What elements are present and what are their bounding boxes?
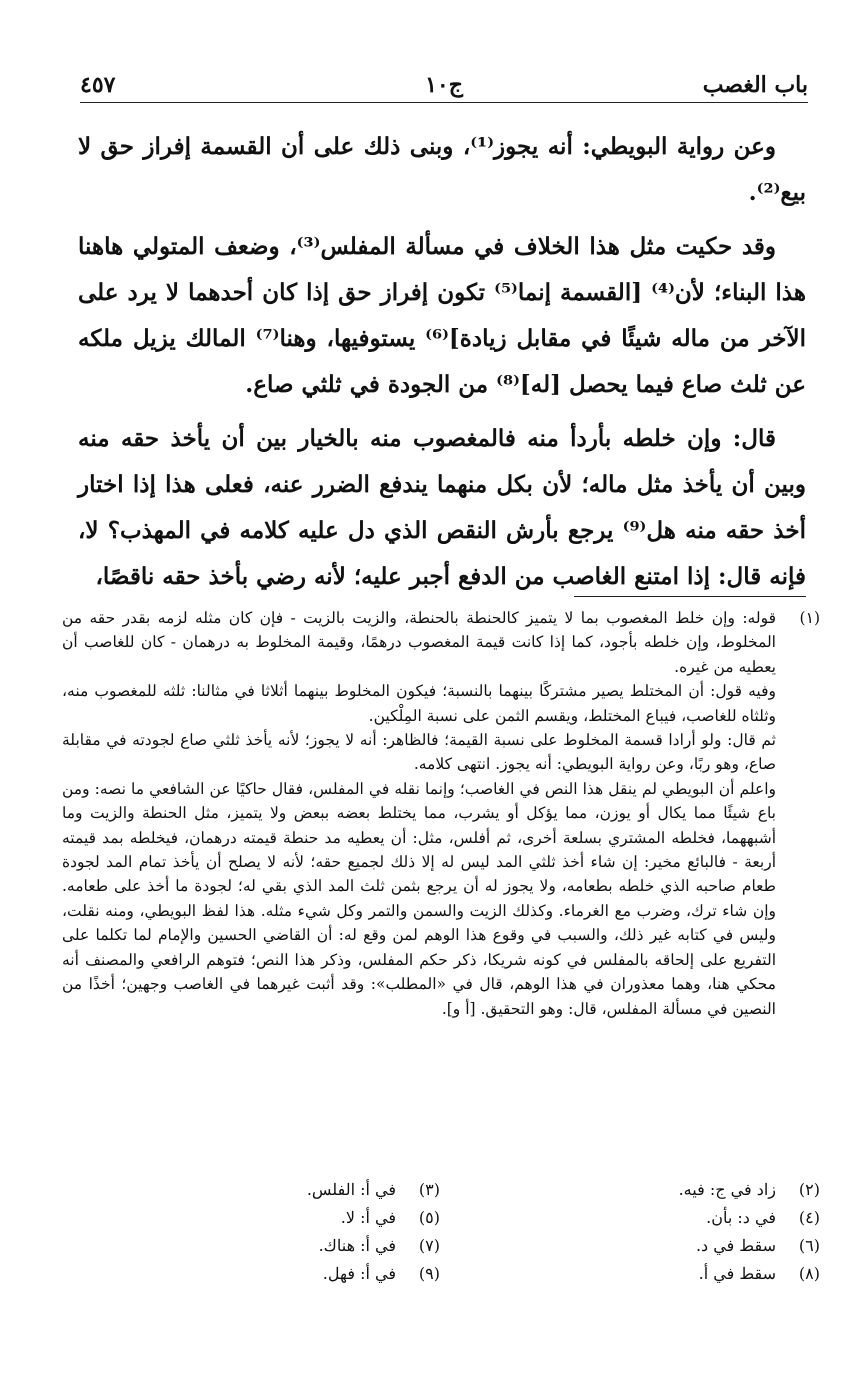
footnotes bbox=[62, 606, 820, 1021]
footnote-separator bbox=[574, 596, 806, 597]
footnote-item bbox=[60, 1176, 440, 1204]
footnote-number: (٢) bbox=[798, 1180, 820, 1199]
footnote-paragraph: واعلم أن البويطي لم ينقل هذا النص في الغاصب؛ وإنما نقله في المفلس، فقال حاكيًا عن الشافعي ما نصه: ومن باع شيئًا مما يكال أو يوزن، مما يؤكل أو يشرب، مما يختلط بعضه ببعض ولا يتميز، مثل الحنطة والزيت وما أشبههما، فخلطه المشتري بسلعة أخرى، ثم أفلس، مثل: أن يعطيه مد حنطة قيمته درهمان، فيخلطه بمد قيمته أربعة - فالبائع مخير: إن شاء أخذ ثلثي المد ليس له إلا ذلك لجميع حقه؛ لأنه لا يصلح أن يأخذ تمام المد لجودة طعام صاحبه الذي خلطه بطعامه، ولا يجوز له أن يرجع بثمن ثلث المد الذي بقي له؛ لجودة ما أخذ على طعامه. وإن شاء ترك، وضرب مع الغرماء. وكذلك الزيت والسمن والتمر وكل شيء مثله. هذا لفظ البويطي، ومنه نقلت، وليس في كتابه غير ذلك، والسبب في وقوع هذا الوهم لمن وقع له: أن القاضي الحسين والإمام لما تكلما على التفريع على إلحاقه بالمفلس في كونه شريكا، ذكر حكم المفلس، وذكر هذا النص؛ فتوهم الرافعي والمصنف أنه محكي هنا، وهما معذوران في هذا الوهم، قال في «المطلب»: وقد أثبت غيرهما في الغاصب وجهين؛ أخذًا من النصين في مسألة المفلس، قال: وهو التحقيق. [أ و]. bbox=[62, 779, 776, 1018]
footnote-number: (٨) bbox=[798, 1264, 820, 1283]
footnote-paragraph: قوله: وإن خلط المغصوب بما لا يتميز كالحنطة بالحنطة، والزيت بالزيت - فإن كان مثله لزمه بقدر حقه من المخلوط، وإن خلطه بأجود، كما إذا كانت قيمة المغصوب درهمًا، وقيمة المخلوط به درهمان - كان للغاصب أن يعطيه من غيره. bbox=[62, 609, 776, 676]
page-number: ٤٥٧ bbox=[80, 72, 116, 98]
footnote-number: (٧) bbox=[418, 1236, 440, 1255]
footnote-paragraph: وفيه قول: أن المختلط يصير مشتركًا بينهما بالنسبة؛ فيكون المخلوط بينهما أثلاثا في مثالنا: ثلثه للمغصوب منه، وثلثاه للغاصب، فيباع المختلط، ويقسم الثمن على نسبة المِلْكين. bbox=[62, 682, 776, 725]
main-text bbox=[78, 124, 806, 608]
main-paragraph: قال: وإن خلطه بأردأ منه فالمغصوب منه بالخيار بين أن يأخذ حقه منه وبين أن يأخذ مثل ماله؛ لأن بكل منهما يندفع الضرر عنه، فعلى هذا إذا اختار أخذ حقه منه هل⁽⁹⁾ يرجع بأرش النقص الذي دل عليه كلامه في المهذب؟ لا، فإنه قال: إذا امتنع الغاصب من الدفع أجبر عليه؛ لأنه رضي بأخذ حقه ناقصًا، bbox=[78, 425, 806, 590]
footnote-text: في أ: هناك. bbox=[318, 1236, 396, 1255]
footnote-text: سقط في أ. bbox=[698, 1264, 776, 1283]
footnote-item bbox=[440, 1232, 820, 1260]
footnote-text: في د: بأن. bbox=[706, 1208, 776, 1227]
footnote-text: في أ: لا. bbox=[340, 1208, 396, 1227]
main-paragraph: وعن رواية البويطي: أنه يجوز⁽¹⁾، وبنى ذلك على أن القسمة إفراز حق لا بيع⁽²⁾. bbox=[78, 133, 806, 206]
footnote-text: زاد في ج: فيه. bbox=[678, 1180, 776, 1199]
footnote-item bbox=[60, 1260, 440, 1288]
footnote-item bbox=[440, 1204, 820, 1232]
footnote-number: (٩) bbox=[418, 1264, 440, 1283]
footnote-number: (١) bbox=[799, 609, 820, 627]
footnote-number: (٣) bbox=[418, 1180, 440, 1199]
footnote-row bbox=[60, 1204, 820, 1232]
footnote-paragraph: ثم قال: ولو أرادا قسمة المخلوط على نسبة القيمة؛ فالظاهر: أنه لا يجوز؛ لأنه يأخذ ثلثي صاع لجودته في مقابلة صاع، وهو ربًا، وعن رواية البويطي: أنه يجوز. انتهى كلامه. bbox=[62, 731, 776, 774]
footnote-item bbox=[60, 1232, 440, 1260]
volume-label: ج١٠ bbox=[425, 72, 463, 98]
footnote-row bbox=[60, 1232, 820, 1260]
footnote-text: في أ: الفلس. bbox=[306, 1180, 396, 1199]
short-footnotes bbox=[60, 1176, 820, 1288]
footnote-number: (٥) bbox=[418, 1208, 440, 1227]
footnote-number: (٤) bbox=[798, 1208, 820, 1227]
footnote-item bbox=[60, 1204, 440, 1232]
chapter-title: باب الغصب bbox=[702, 72, 808, 98]
footnote-row bbox=[60, 1260, 820, 1288]
page-header bbox=[80, 62, 808, 103]
footnote-text: سقط في د. bbox=[695, 1236, 776, 1255]
footnote-item bbox=[440, 1260, 820, 1288]
footnote-item bbox=[440, 1176, 820, 1204]
footnote-row bbox=[60, 1176, 820, 1204]
main-paragraph: وقد حكيت مثل هذا الخلاف في مسألة المفلس⁽³⁾، وضعف المتولي هاهنا هذا البناء؛ لأن⁽⁴⁾ [القسمة إنما⁽⁵⁾ تكون إفراز حق إذا كان أحدهما لا يرد على الآخر من ماله شيئًا في مقابل زيادة]⁽⁶⁾ يستوفيها، وهنا⁽⁷⁾ المالك يزيل ملكه عن ثلث صاع فيما يحصل [له]⁽⁸⁾ من الجودة في ثلثي صاع. bbox=[78, 233, 806, 398]
footnote-number: (٦) bbox=[798, 1236, 820, 1255]
footnote-1 bbox=[62, 606, 820, 679]
footnote-text: في أ: فهل. bbox=[322, 1264, 396, 1283]
